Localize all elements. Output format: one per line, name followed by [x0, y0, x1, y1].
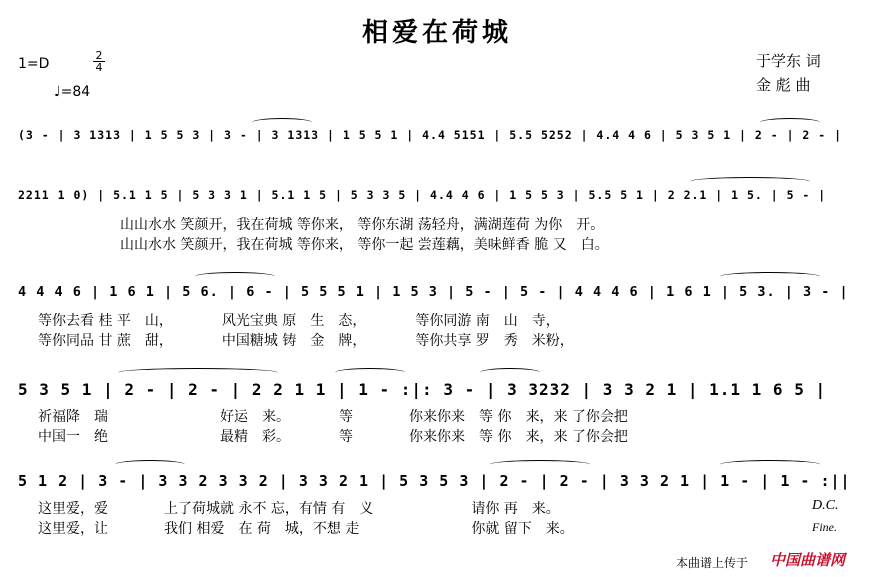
tie-arc [335, 368, 405, 377]
tie-arc [720, 460, 820, 469]
time-signature-top: 2 [95, 49, 103, 62]
notation-line-5 [12, 470, 857, 496]
notation-line-5-notes: 5 1 2 | 3 - | 3 3 2 3 3 2 | 3 3 2 1 | 5 3 5 3 | 2 - | 2 - | 3 3 2 1 | 1 - | 1 - :|| [18, 472, 851, 490]
notation-line-3-notes: 4 4 4 6 | 1 6 1 | 5 6. | 6 - | 5 5 5 1 | 1 5 3 | 5 - | 5 - | 4 4 4 6 | 1 6 1 | 5 3. | 3 - | [18, 284, 849, 300]
tie-arc [690, 177, 810, 186]
key-signature: 1=D [18, 56, 50, 72]
notation-line-2-notes: 2211 1 0) | 5.1 1 5 | 5 3 3 1 | 5.1 1 5 | 5 3 3 5 | 4.4 4 6 | 1 5 5 3 | 5.5 5 1 | 2 2.1 | 1 5. | 5 - | [18, 188, 827, 202]
notation-line-2 [12, 186, 857, 212]
lyric-line-3-verse-2: 等你同品 甘 蔗 甜， 中国糖城 铸 金 牌， 等你共享 罗 秀 米粉， [38, 333, 574, 349]
tie-arc [760, 118, 820, 127]
tie-arc [490, 460, 590, 469]
lyric-line-2-verse-2: 山山水水 笑颜开，我在荷城 等你来， 等你一起 尝莲藕，美味鲜香 脆 又 白。 [120, 237, 609, 253]
upload-note: 本曲谱上传于 [676, 556, 749, 570]
notation-line-1 [12, 126, 857, 152]
lyric-line-5-verse-2: 这里爱，让 我们 相爱 在 荷 城，不想 走 你就 留下 来。 [38, 521, 574, 537]
tempo-mark: ♩=84 [54, 84, 91, 100]
lyric-line-4-verse-2: 中国一 绝 最精 彩。 等 你来你来 等 你 来，来 了你会把 [38, 429, 628, 445]
notation-line-3 [12, 282, 857, 308]
dc-mark: D.C. [812, 498, 839, 513]
composer-credit: 金 彪 曲 [756, 76, 811, 94]
site-logo[interactable]: 中国曲谱网 [770, 551, 846, 569]
fine-mark: Fine. [812, 520, 837, 534]
lyric-line-2-verse-1: 山山水水 笑颜开，我在荷城 等你来， 等你东湖 荡轻舟，满湖莲荷 为你 开。 [120, 217, 605, 233]
lyric-line-4-verse-1: 祈福降 瑞 好运 来。 等 你来你来 等 你 来，来 了你会把 [38, 409, 628, 425]
tie-arc [115, 460, 185, 469]
tie-arc [252, 118, 312, 127]
notation-line-1-notes: (3 - | 3 1313 | 1 5 5 3 | 3 - | 3 1313 | 1 5 5 1 | 4.4 5151 | 5.5 5252 | 4.4 4 6 | 5 3 5 1 | 2 - | 2 - | [18, 128, 843, 142]
lyricist-credit: 于学东 词 [756, 52, 821, 70]
notation-line-4-notes: 5 3 5 1 | 2 - | 2 - | 2 2 1 1 | 1 - :|: 3 - | 3 3232 | 3 3 2 1 | 1.1 1 6 5 | [18, 380, 827, 399]
time-signature [93, 50, 105, 73]
lyric-line-5-verse-1: 这里爱，爱 上了荷城就 永不 忘，有情 有 义 请你 再 来。 [38, 501, 560, 517]
lyric-line-3-verse-1: 等你去看 桂 平 山， 风光宝典 原 生 态， 等你同游 南 山 寺， [38, 313, 560, 329]
notation-line-4 [12, 378, 857, 404]
tie-arc [118, 368, 278, 377]
time-signature-bottom: 4 [95, 61, 103, 74]
tie-arc [195, 272, 275, 281]
song-title: 相爱在荷城 [361, 18, 512, 48]
tie-arc [480, 368, 540, 377]
tie-arc [720, 272, 820, 281]
